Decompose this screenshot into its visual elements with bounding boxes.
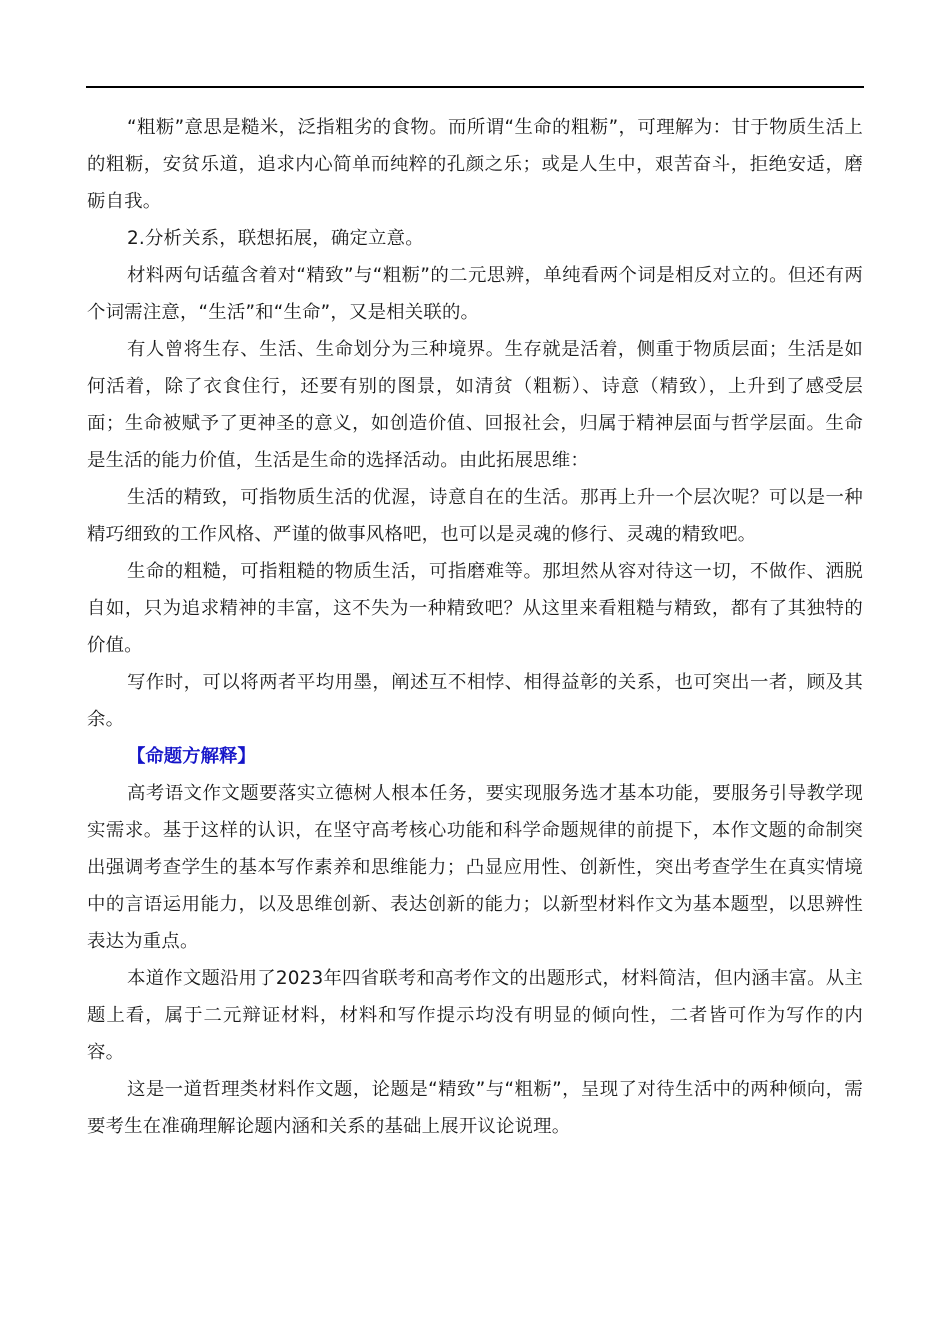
paragraph-exam-form: 本道作文题沿用了2023年四省联考和高考作文的出题形式，材料简洁，但内涵丰富。从主题上看，属于二元辩证材料，材料和写作提示均没有明显的倾向性，二者皆可作为写作的内容。: [87, 968, 863, 1063]
paragraph-roughness-of-life: 生命的粗糙，可指粗糙的物质生活，可指磨难等。那坦然从容对待这一切，不做作、洒脱自如，只为追求精神的丰富，这不失为一种精致吧？从这里来看粗糙与精致，都有了其独特的价值。: [87, 561, 863, 656]
header-rule: [86, 86, 864, 88]
paragraph-three-realms: 有人曾将生存、生活、生命划分为三种境界。生存就是活着，侧重于物质层面；生活是如何活着，除了衣食住行，还要有别的图景，如清贫（粗粝）、诗意（精致），上升到了感受层面；生命被赋予了更神圣的意义，如创造价值、回报社会，归属于精神层面与哲学层面。生命是生活的能力价值，生活是生命的选择活动。由此拓展思维：: [87, 339, 863, 471]
paragraph-dialectic: 材料两句话蕴含着对“精致”与“粗粝”的二元思辨，单纯看两个词是相反对立的。但还有两个词需注意，“生活”和“生命”，又是相关联的。: [87, 265, 863, 323]
paragraph-step-2-heading: 2.分析关系，联想拓展，确定立意。: [127, 228, 424, 249]
paragraph-refinement-of-life: 生活的精致，可指物质生活的优渥，诗意自在的生活。那再上升一个层次呢？可以是一种精巧细致的工作风格、严谨的做事风格吧，也可以是灵魂的修行、灵魂的精致吧。: [87, 487, 863, 545]
section-heading: 【命题方解释】: [127, 746, 256, 767]
paragraph-exam-purpose: 高考语文作文题要落实立德树人根本任务，要实现服务选才基本功能，要服务引导教学现实需求。基于这样的认识，在坚守高考核心功能和科学命题规律的前提下，本作文题的命制突出强调考查学生的基本写作素养和思维能力；凸显应用性、创新性，突出考查学生在真实情境中的言语运用能力，以及思维创新、表达创新的能力；以新型材料作文为基本题型，以思辨性表达为重点。: [87, 783, 863, 952]
document-body: [87, 109, 863, 1145]
paragraph-culi-meaning: “粗粝”意思是糙米，泛指粗劣的食物。而所谓“生命的粗粝”，可理解为：甘于物质生活上的粗粝，安贫乐道，追求内心简单而纯粹的孔颜之乐；或是人生中，艰苦奋斗，拒绝安适，磨砺自我。: [87, 117, 863, 212]
paragraph-exam-topic: 这是一道哲理类材料作文题，论题是“精致”与“粗粝”，呈现了对待生活中的两种倾向，需要考生在准确理解论题内涵和关系的基础上展开议论说理。: [87, 1079, 863, 1137]
paragraph-writing-advice: 写作时，可以将两者平均用墨，阐述互不相悖、相得益彰的关系，也可突出一者，顾及其余。: [87, 672, 863, 730]
